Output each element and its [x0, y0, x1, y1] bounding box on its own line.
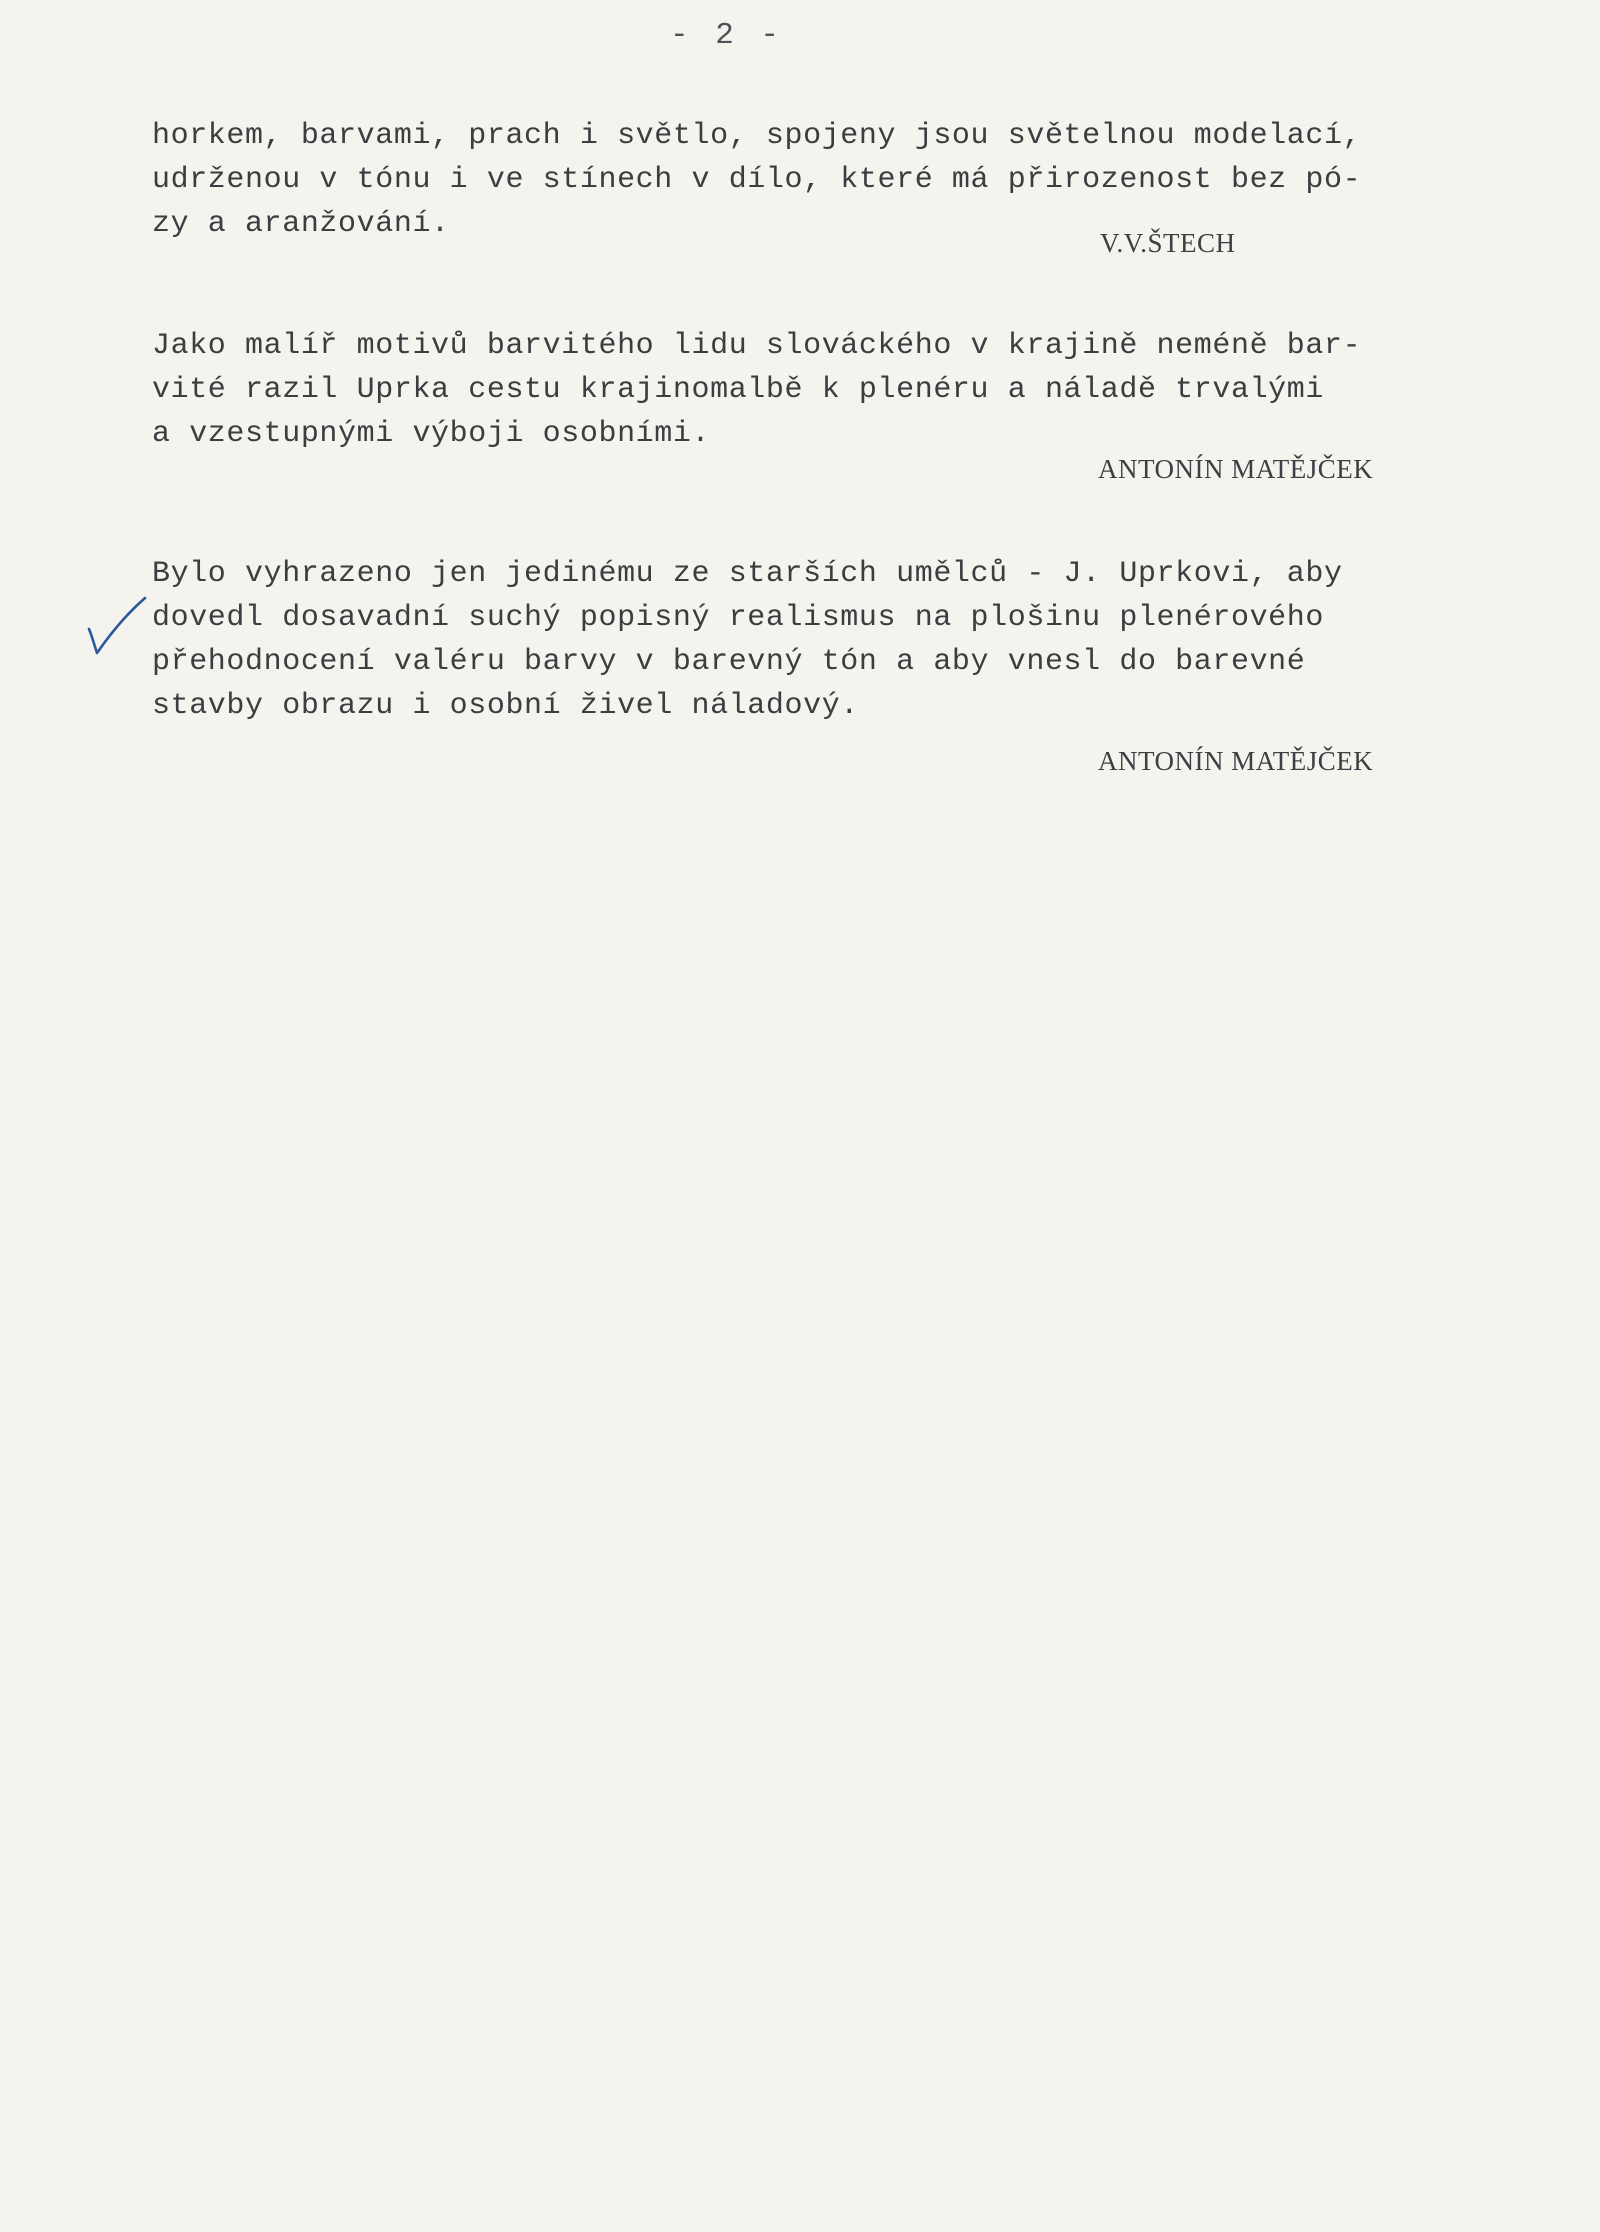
text-line: Jako malíř motivů barvitého lidu slováckého v krajině neméně bar-	[152, 329, 1362, 363]
author-signature: ANTONÍN MATĚJČEK	[1098, 746, 1374, 776]
text-line: stavby obrazu i osobní živel náladový.	[152, 689, 859, 723]
author-signature: ANTONÍN MATĚJČEK	[1098, 454, 1374, 484]
text-line: horkem, barvami, prach i světlo, spojeny jsou světelnou modelací,	[152, 119, 1362, 153]
author-signature: V.V.ŠTECH	[1100, 228, 1236, 258]
paragraph-matejcek-1	[152, 324, 1412, 456]
text-line: udrženou v tónu i ve stínech v dílo, které má přirozenost bez pó-	[152, 163, 1362, 197]
text-line: zy a aranžování.	[152, 207, 450, 241]
page-number: - 2 -	[670, 18, 784, 53]
text-line: Bylo vyhrazeno jen jedinému ze starších umělců - J. Uprkovi, aby	[152, 557, 1343, 591]
handwritten-checkmark-icon	[86, 596, 148, 656]
text-line: dovedl dosavadní suchý popisný realismus na plošinu plenérového	[152, 601, 1324, 635]
text-line: přehodnocení valéru barvy v barevný tón a aby vnesl do barevné	[152, 645, 1306, 679]
text-line: vité razil Uprka cestu krajinomalbě k plenéru a náladě trvalými	[152, 373, 1324, 407]
paragraph-matejcek-2	[152, 552, 1412, 728]
paragraph-stech	[152, 114, 1412, 246]
text-line: a vzestupnými výboji osobními.	[152, 417, 711, 451]
